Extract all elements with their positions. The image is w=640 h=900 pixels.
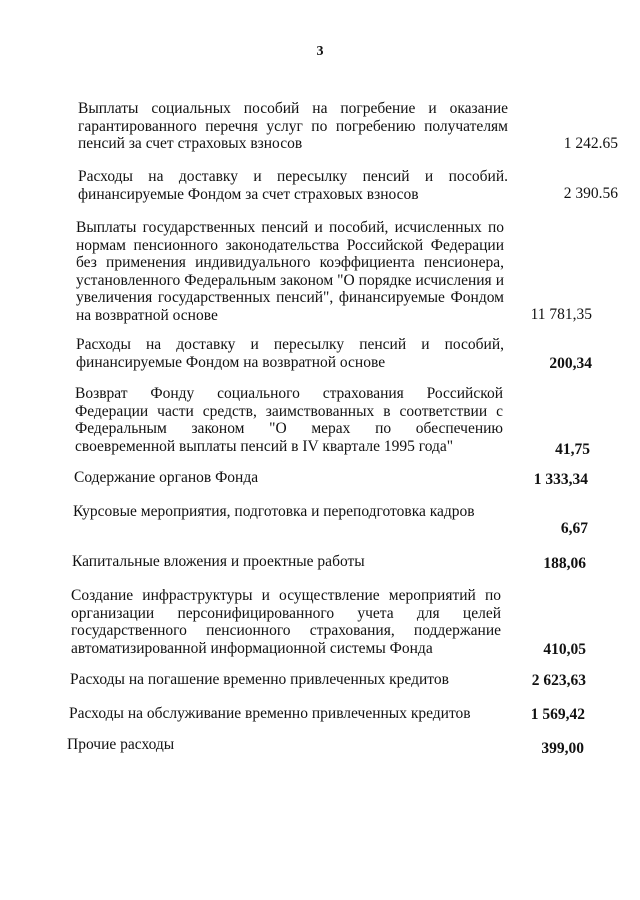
expense-entry — [78, 168, 618, 204]
expense-entry — [72, 553, 612, 573]
entry-description: Создание инфраструктуры и осуществление мероприятий по организации персонифицированного учета для целей государственного пенсионного страхования, поддержание автоматизированной информационной системы Фонда — [71, 587, 501, 657]
entry-amount: 1 242.65 — [563, 135, 618, 152]
expense-entry — [74, 469, 614, 489]
expense-entry — [73, 503, 613, 539]
entry-amount: 188,06 — [543, 555, 586, 572]
expense-entry — [67, 736, 607, 760]
entry-amount: 399,00 — [541, 740, 584, 757]
entry-description: Расходы на погашение временно привлеченных кредитов — [70, 671, 449, 688]
entry-description: Выплаты социальных пособий на погребение и оказание гарантированного перечня услуг по погребению получателям пенсий за счет страховых взносов — [78, 100, 508, 152]
entry-amount: 410,05 — [543, 641, 586, 658]
entry-description: Расходы на доставку и пересылку пенсий и пособий, финансируемые Фондом на возвратной основе — [76, 336, 504, 371]
entry-amount: 2 390.56 — [563, 185, 618, 202]
entry-amount: 41,75 — [555, 441, 590, 458]
expense-entry — [71, 587, 611, 659]
entry-amount: 1 333,34 — [533, 471, 588, 488]
entry-amount: 2 623,63 — [531, 672, 586, 689]
entry-description: Расходы на доставку и пересылку пенсий и пособий. финансируемые Фондом за счет страховых взносов — [78, 168, 508, 203]
entry-description: Возврат Фонду социального страхования Российской Федерации части средств, заимствованных в соответствии с Федеральным законом "О мерах по обеспечению своевременной выплаты пенсий в IV квартале 1995 года" — [75, 385, 503, 455]
entry-amount: 6,67 — [560, 520, 588, 537]
page-number: 3 — [316, 44, 324, 59]
expense-entry — [69, 705, 609, 725]
entry-description: Расходы на обслуживание временно привлеченных кредитов — [69, 705, 471, 722]
entry-description: Курсовые мероприятия, подготовка и переподготовка кадров — [73, 503, 475, 520]
entry-amount: 1 569,42 — [530, 706, 585, 723]
expense-entry — [75, 385, 615, 457]
expense-entry — [70, 671, 610, 691]
expense-entry — [76, 219, 616, 323]
entry-amount: 11 781,35 — [530, 306, 592, 323]
entry-amount: 200,34 — [549, 355, 592, 372]
entry-description: Капитальные вложения и проектные работы — [72, 553, 365, 570]
entry-description: Выплаты государственных пенсий и пособий, исчисленных по нормам пенсионного законодательства Российской Федерации без применения индивидуального коэффициента пенсионера, установленного Федеральным законом "О порядке исчисления и увеличения государственных пенсий", финансируемые Фондом на возвратной основе — [76, 219, 504, 324]
expense-entry — [78, 100, 618, 154]
entry-description: Содержание органов Фонда — [74, 469, 259, 486]
entry-description: Прочие расходы — [67, 736, 175, 753]
expense-entry — [76, 336, 616, 372]
